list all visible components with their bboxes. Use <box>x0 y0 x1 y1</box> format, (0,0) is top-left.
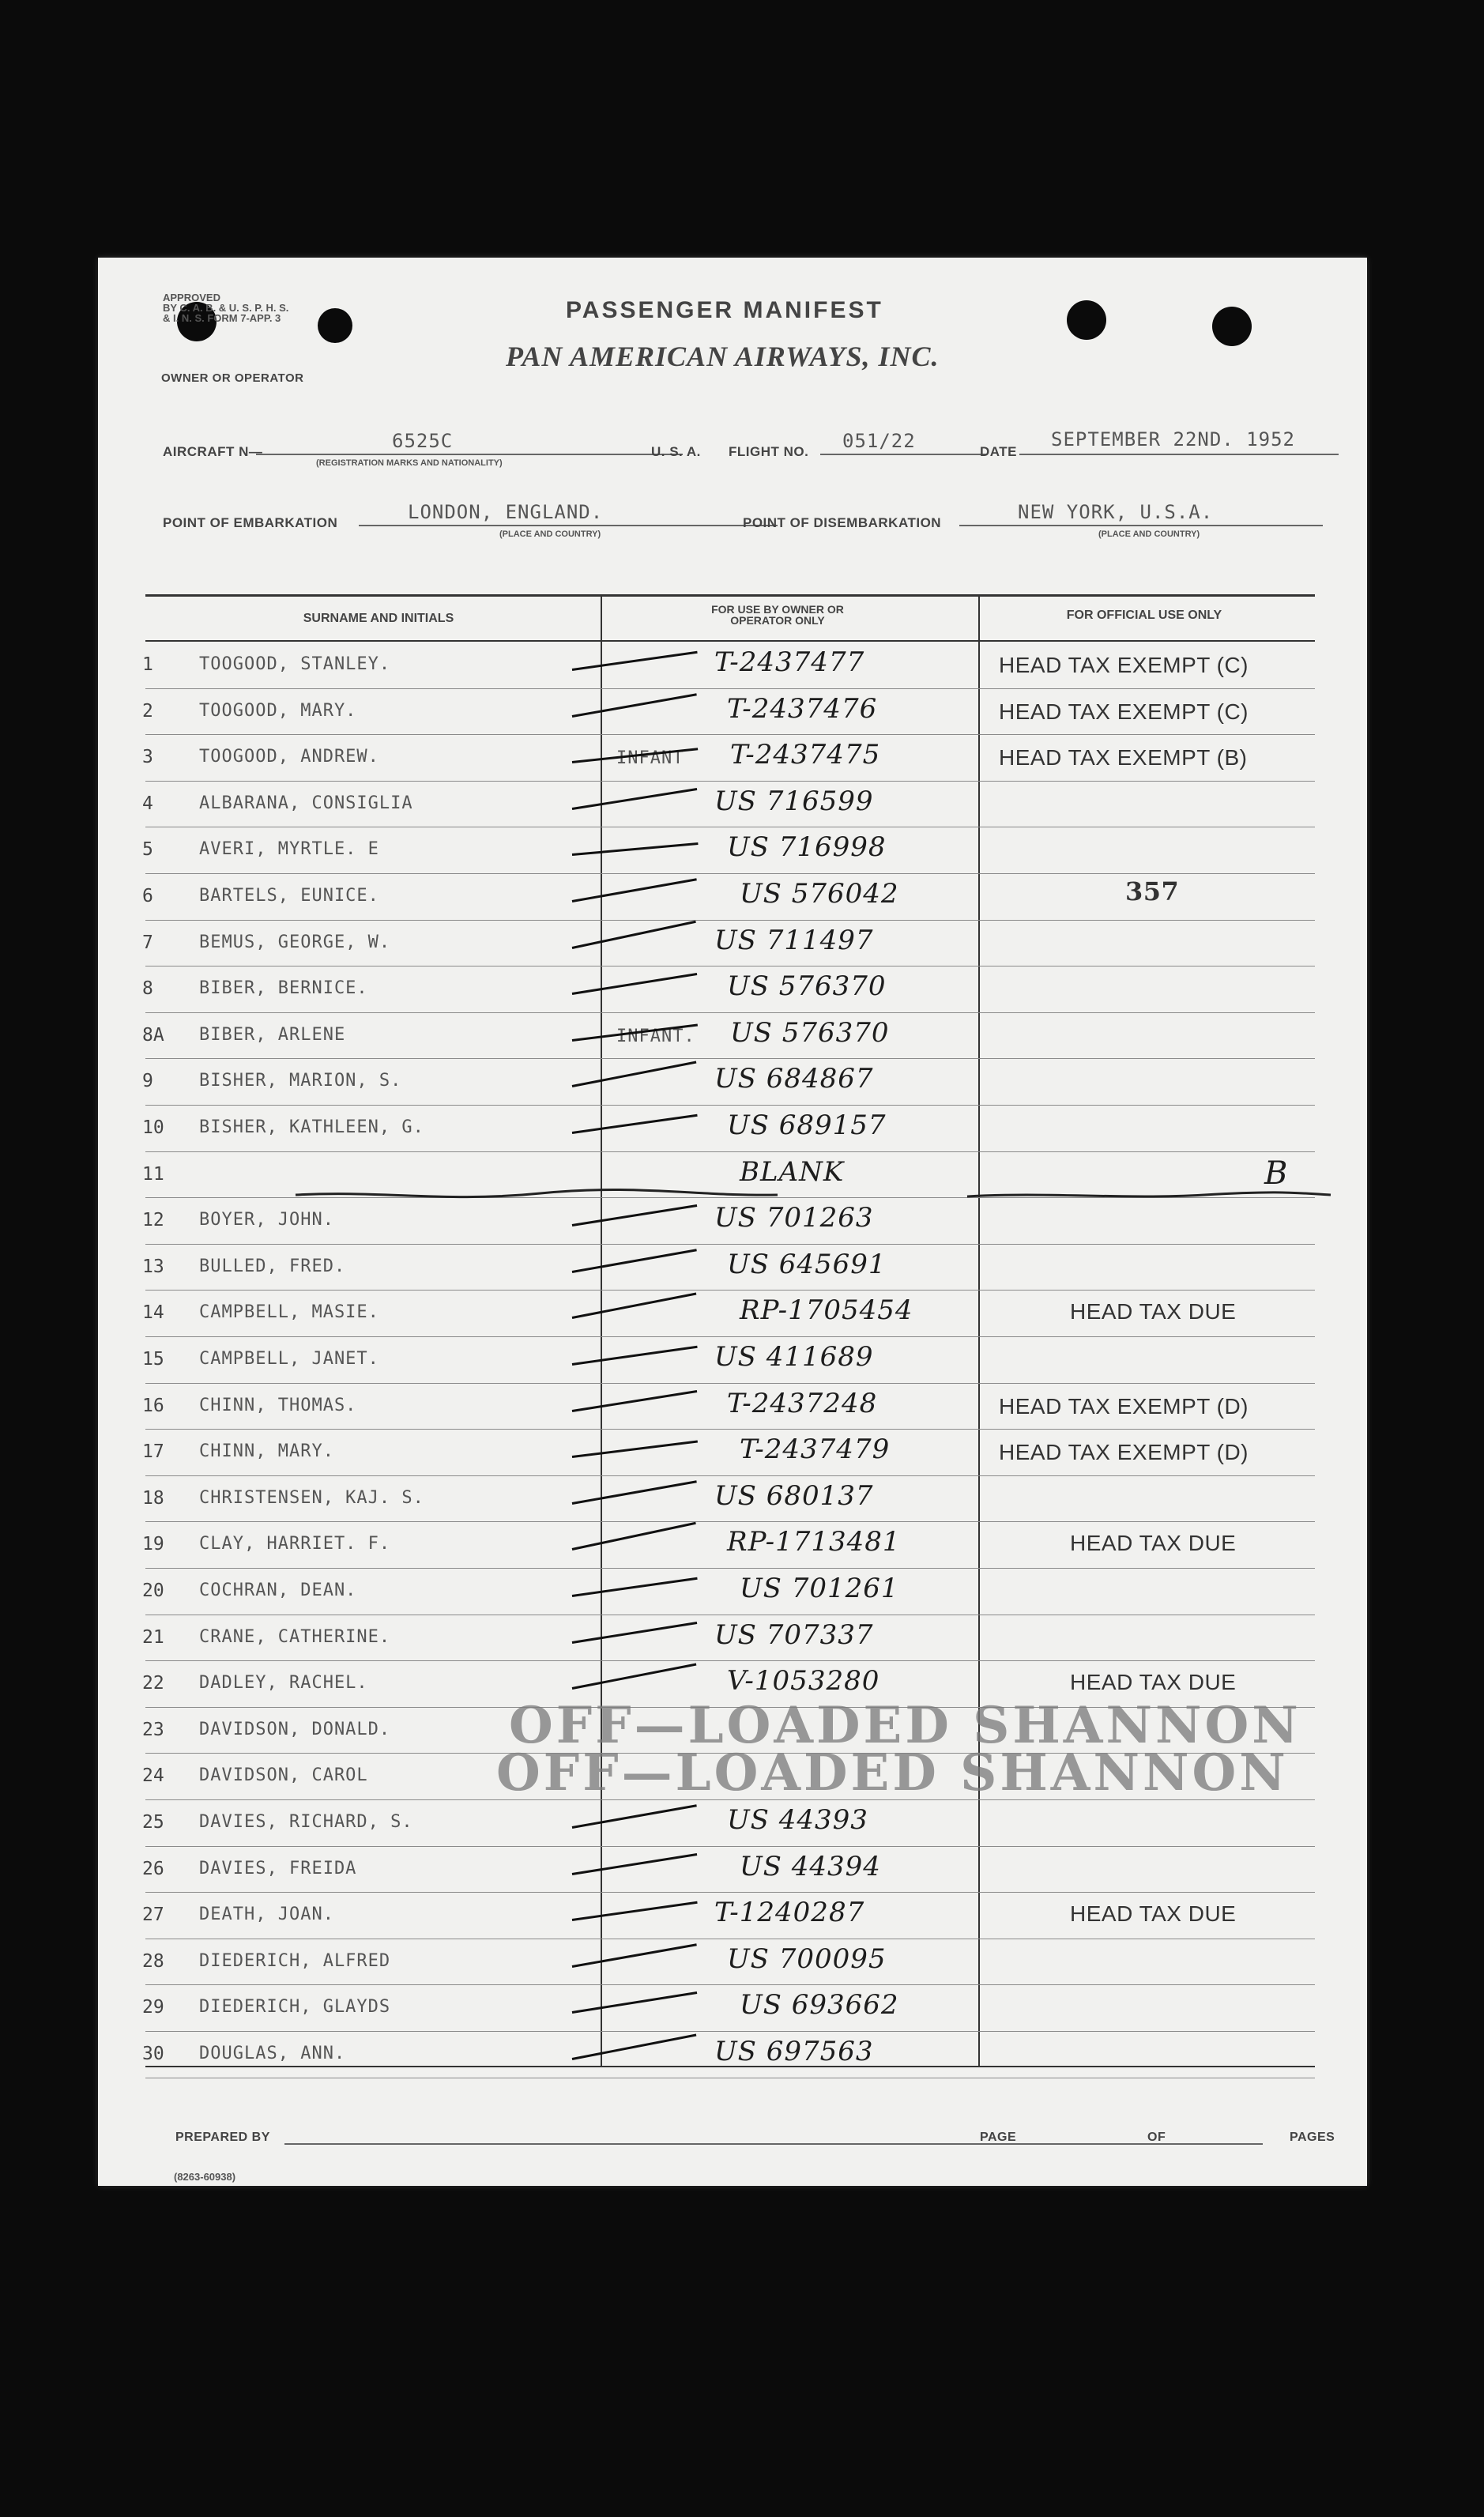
row-number: 15 <box>142 1349 164 1370</box>
passenger-name: AVERI, MYRTLE. E <box>199 839 379 860</box>
document-number: T-2437248 <box>727 1387 878 1419</box>
row-number: 13 <box>142 1256 164 1277</box>
disembark-underline <box>959 525 1323 526</box>
row-number: 2 <box>142 700 153 722</box>
passenger-name: DADLEY, RACHEL. <box>199 1673 368 1694</box>
row-number: 10 <box>142 1117 164 1138</box>
table-row <box>98 1568 1367 1615</box>
table-row <box>98 1429 1367 1475</box>
check-mark <box>572 1293 697 1319</box>
passenger-name: BISHER, MARION, S. <box>199 1071 402 1091</box>
passenger-note: INFANT. <box>616 1026 695 1046</box>
aircraft-value: 6525C <box>392 430 454 452</box>
date-value: SEPTEMBER 22ND. 1952 <box>1051 428 1295 450</box>
check-mark <box>572 1853 697 1875</box>
document-number: US 645691 <box>727 1248 887 1280</box>
passenger-name: TOOGOOD, ANDREW. <box>199 747 379 767</box>
row-number: 18 <box>142 1487 164 1509</box>
check-mark <box>572 1061 697 1087</box>
date-underline <box>1019 454 1339 455</box>
approval-note-line: APPROVED <box>163 292 220 303</box>
official-note: HEAD TAX EXEMPT (C) <box>999 699 1249 724</box>
document-number: US 680137 <box>714 1479 874 1512</box>
table-row <box>98 2031 1367 2078</box>
document-number: US 411689 <box>714 1341 874 1373</box>
passenger-name: CAMPBELL, JANET. <box>199 1349 379 1369</box>
pages-label: PAGES <box>1290 2131 1335 2144</box>
aircraft-sub: (REGISTRATION MARKS AND NATIONALITY) <box>316 458 503 468</box>
document-number: US 716998 <box>727 831 887 864</box>
official-note: HEAD TAX DUE <box>1070 1299 1237 1324</box>
passenger-name: DAVIDSON, DONALD. <box>199 1719 391 1739</box>
row-number: 29 <box>142 1997 164 2018</box>
row-number: 9 <box>142 1071 153 1092</box>
official-note: HEAD TAX EXEMPT (C) <box>999 653 1249 677</box>
offloaded-stamp: OFF—LOADED SHANNON <box>509 1696 1301 1755</box>
punch-hole <box>1212 307 1252 346</box>
document-number: US 693662 <box>740 1989 899 2022</box>
table-row <box>98 1244 1367 1291</box>
passenger-name: CLAY, HARRIET. F. <box>199 1534 391 1554</box>
passenger-name: BOYER, JOHN. <box>199 1210 334 1230</box>
passenger-name: DIEDERICH, ALFRED <box>199 1950 391 1971</box>
passenger-name: BULLED, FRED. <box>199 1256 346 1276</box>
row-number: 8 <box>142 978 153 1000</box>
row-number: 4 <box>142 793 153 814</box>
date-label: DATE <box>980 444 1018 459</box>
check-mark <box>572 1522 696 1551</box>
table-row <box>98 1799 1367 1846</box>
document-number: US 701263 <box>714 1202 874 1234</box>
document-number: US 697563 <box>714 2036 874 2067</box>
row-number: 1 <box>142 654 153 675</box>
document-number: US 684867 <box>714 1063 874 1095</box>
row-number: 30 <box>142 2044 164 2064</box>
table-row <box>98 827 1367 873</box>
passenger-name: BEMUS, GEORGE, W. <box>199 932 391 952</box>
form-code: (8263-60938) <box>174 2171 236 2183</box>
document-number: US 711497 <box>714 924 874 956</box>
offloaded-stamp: OFF—LOADED SHANNON <box>496 1743 1289 1803</box>
table-row <box>98 1383 1367 1430</box>
passenger-name: TOOGOOD, MARY. <box>199 700 357 721</box>
passenger-name: CHINN, THOMAS. <box>199 1395 357 1415</box>
flight-underline <box>820 454 986 455</box>
passenger-name: DAVIES, FREIDA <box>199 1858 357 1878</box>
row-number: 20 <box>142 1581 164 1601</box>
table-row <box>98 781 1367 827</box>
row-number: 27 <box>142 1905 164 1926</box>
check-mark <box>572 878 697 902</box>
document-number: US 689157 <box>727 1110 887 1141</box>
approval-note-line: BY C. A. B. & U. S. P. H. S. <box>163 302 289 314</box>
prepared-by-line <box>284 2143 1075 2145</box>
table-row <box>98 1846 1367 1893</box>
check-mark <box>572 1804 697 1829</box>
column-header-official-use: FOR OFFICIAL USE ONLY <box>1066 609 1222 622</box>
document-number: V-1053280 <box>727 1665 880 1697</box>
document-number: T-2437475 <box>730 739 881 771</box>
row-number: 6 <box>142 886 153 906</box>
check-mark <box>572 973 697 995</box>
embark-underline <box>359 525 778 526</box>
row-number: 25 <box>142 1812 164 1833</box>
document-number: US 44394 <box>740 1850 881 1882</box>
row-number: 14 <box>142 1302 164 1324</box>
aircraft-underline <box>256 454 683 455</box>
passenger-name: DAVIES, RICHARD, S. <box>199 1812 413 1832</box>
document-number: US 576370 <box>730 1016 890 1049</box>
check-mark <box>572 1991 697 2014</box>
check-mark <box>572 1441 698 1458</box>
usa-label: U. S. A. <box>651 444 701 459</box>
official-note: HEAD TAX DUE <box>1070 1670 1237 1695</box>
row-number: 3 <box>142 747 153 768</box>
document-number: US 44393 <box>727 1804 868 1836</box>
check-mark <box>572 1577 698 1597</box>
check-mark <box>572 651 698 671</box>
check-mark <box>572 1664 697 1690</box>
table-row <box>98 734 1367 781</box>
row-number: 16 <box>142 1395 164 1416</box>
owner-label: OWNER OR OPERATOR <box>161 371 304 385</box>
disembark-label: POINT OF DISEMBARKATION <box>743 515 942 530</box>
punch-hole <box>1067 300 1106 340</box>
official-note: 357 <box>1125 876 1180 906</box>
document-number: T-2437476 <box>727 692 878 725</box>
official-note: HEAD TAX DUE <box>1070 1531 1237 1556</box>
row-number: 17 <box>142 1441 164 1463</box>
approval-note-line: & I. N. S. FORM 7-APP. 3 <box>163 312 281 324</box>
of-label: OF <box>1147 2131 1166 2144</box>
company-name: PAN AMERICAN AIRWAYS, INC. <box>506 341 940 372</box>
of-line <box>1174 2143 1263 2145</box>
check-mark <box>572 788 697 810</box>
table-row <box>98 1336 1367 1383</box>
table-row <box>98 1521 1367 1568</box>
manifest-sheet <box>98 258 1367 2186</box>
document-number: US 700095 <box>727 1942 887 1975</box>
table-row <box>98 1984 1367 2031</box>
table-row <box>98 1939 1367 1985</box>
flight-label: FLIGHT NO. <box>729 444 809 459</box>
embark-value: LONDON, ENGLAND. <box>408 501 604 523</box>
check-mark <box>572 1480 697 1505</box>
table-top-rule <box>145 594 1315 597</box>
table-row <box>98 1475 1367 1522</box>
column-header-owner-use: FOR USE BY OWNER OR OPERATOR ONLY <box>711 603 844 627</box>
passenger-name: CHRISTENSEN, KAJ. S. <box>199 1487 424 1508</box>
row-number: 23 <box>142 1719 164 1740</box>
official-note: HEAD TAX EXEMPT (B) <box>999 745 1248 771</box>
check-mark <box>572 1622 697 1644</box>
disembark-value: NEW YORK, U.S.A. <box>1018 501 1214 523</box>
check-mark <box>572 1346 698 1366</box>
table-row <box>98 688 1367 735</box>
check-mark <box>572 920 696 948</box>
document-number: US 576042 <box>740 878 899 910</box>
table-row <box>98 642 1367 688</box>
official-note: HEAD TAX DUE <box>1070 1901 1237 1927</box>
check-mark <box>572 1901 698 1921</box>
document-number: US 701261 <box>740 1573 899 1604</box>
passenger-name: DEATH, JOAN. <box>199 1905 334 1925</box>
table-row <box>98 1892 1367 1939</box>
check-mark <box>572 2033 697 2059</box>
row-number: 22 <box>142 1673 164 1694</box>
passenger-name: TOOGOOD, STANLEY. <box>199 654 391 674</box>
check-mark <box>572 1943 697 1968</box>
embark-sub: (PLACE AND COUNTRY) <box>499 529 601 539</box>
passenger-name: DIEDERICH, GLAYDS <box>199 1997 391 2018</box>
passenger-name: BISHER, KATHLEEN, G. <box>199 1117 424 1137</box>
official-note: HEAD TAX EXEMPT (D) <box>999 1393 1249 1419</box>
check-mark <box>572 693 697 718</box>
passenger-name: CRANE, CATHERINE. <box>199 1626 391 1647</box>
document-number: US 707337 <box>714 1618 874 1651</box>
row11-mark: B <box>1264 1155 1289 1192</box>
row-number: 12 <box>142 1210 164 1231</box>
check-mark <box>572 1114 698 1134</box>
check-mark <box>572 1249 697 1273</box>
table-row <box>98 873 1367 920</box>
document-number: T-2437477 <box>714 646 865 678</box>
passenger-name: BIBER, BERNICE. <box>199 978 368 999</box>
blank-row-line <box>288 1171 1362 1219</box>
row-number: 7 <box>142 932 153 953</box>
check-mark <box>572 842 699 856</box>
row-number: 19 <box>142 1534 164 1555</box>
passenger-name: CHINN, MARY. <box>199 1441 334 1462</box>
row-number: 8A <box>142 1024 164 1046</box>
document-number: US 576370 <box>727 970 887 1003</box>
embark-label: POINT OF EMBARKATION <box>163 515 338 530</box>
row-number: 21 <box>142 1626 164 1648</box>
row-number: 5 <box>142 839 153 861</box>
table-row <box>98 1615 1367 1661</box>
table-row <box>98 966 1367 1012</box>
row-number: 28 <box>142 1950 164 1972</box>
flight-value: 051/22 <box>842 430 916 452</box>
disembark-sub: (PLACE AND COUNTRY) <box>1098 529 1200 539</box>
passenger-name: COCHRAN, DEAN. <box>199 1581 357 1600</box>
passenger-name: ALBARANA, CONSIGLIA <box>199 793 413 813</box>
page-label: PAGE <box>980 2131 1017 2144</box>
passenger-name: CAMPBELL, MASIE. <box>199 1302 379 1323</box>
table-row <box>98 920 1367 966</box>
approval-note <box>163 292 288 323</box>
official-note: HEAD TAX EXEMPT (D) <box>999 1440 1249 1465</box>
document-number: RP-1713481 <box>727 1526 901 1558</box>
table-row <box>98 1105 1367 1151</box>
passenger-name: DOUGLAS, ANN. <box>199 2044 346 2063</box>
passenger-name: BIBER, ARLENE <box>199 1024 346 1045</box>
column-header-surname: SURNAME AND INITIALS <box>303 612 454 625</box>
passenger-note: INFANT <box>616 748 684 769</box>
table-row <box>98 1290 1367 1336</box>
passenger-name: DAVIDSON, CAROL <box>199 1765 368 1786</box>
row-number: 24 <box>142 1765 164 1787</box>
document-number: T-1240287 <box>714 1897 865 1929</box>
aircraft-label: AIRCRAFT N— <box>163 444 263 459</box>
row-number: 11 <box>142 1163 164 1185</box>
table-row <box>98 1012 1367 1059</box>
page-title: PASSENGER MANIFEST <box>566 297 883 323</box>
document-number: T-2437479 <box>740 1434 891 1466</box>
document-number: BLANK <box>740 1155 845 1188</box>
passenger-name: BARTELS, EUNICE. <box>199 886 379 906</box>
prepared-by-label: PREPARED BY <box>175 2131 270 2144</box>
punch-hole <box>318 308 352 343</box>
table-row <box>98 1058 1367 1105</box>
document-number: RP-1705454 <box>740 1294 913 1327</box>
document-number: US 716599 <box>714 785 874 817</box>
row-number: 26 <box>142 1858 164 1879</box>
check-mark <box>572 1390 697 1412</box>
